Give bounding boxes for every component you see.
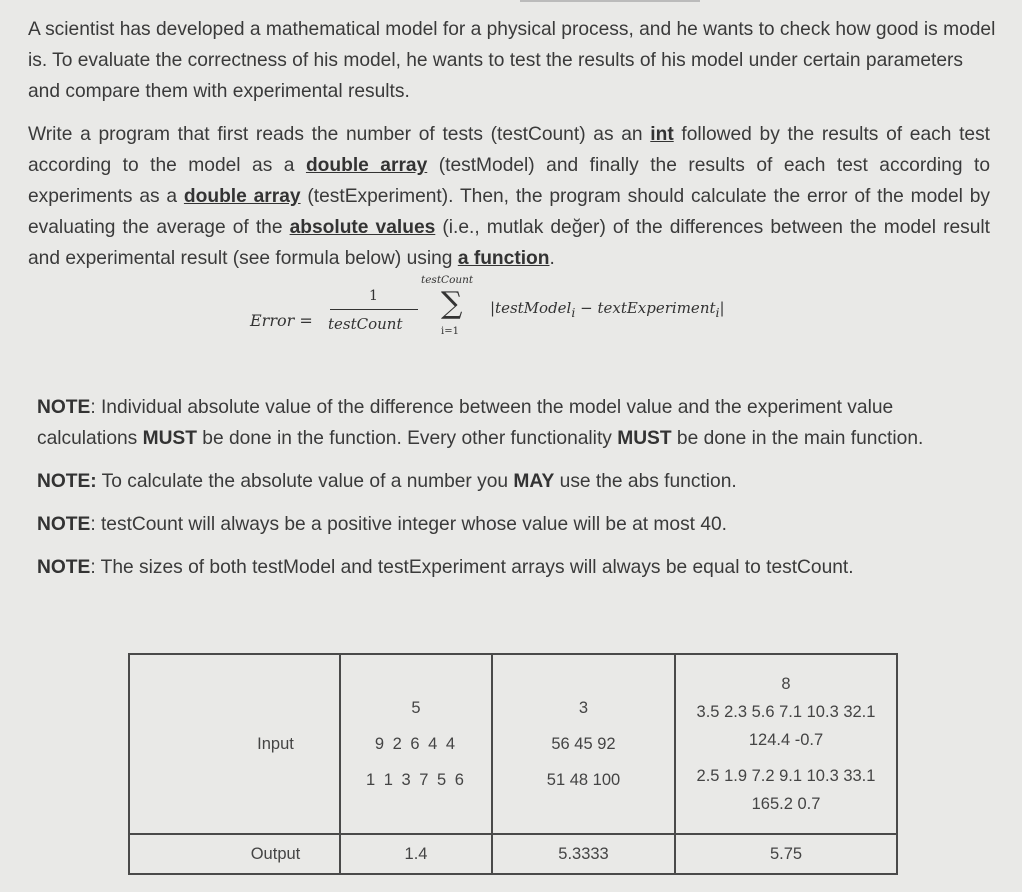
note-function-requirement	[37, 392, 997, 454]
task-paragraph	[28, 119, 990, 274]
case1-count: 5	[411, 699, 421, 717]
case1-experiment: 1 1 3 7 5 6	[366, 771, 466, 789]
case3-model-line1: 3.5 2.3 5.6 7.1 10.3 32.1	[696, 703, 876, 721]
spacer	[676, 754, 896, 762]
may-keyword: MAY	[513, 471, 555, 492]
task-text-5: (i.e., mutlak değer) of the differences between the model result and experimental result (see formula below) using	[28, 217, 990, 269]
term-model: |testModel	[490, 299, 572, 317]
notes-section	[28, 392, 998, 583]
input-label: Input	[257, 734, 294, 753]
keyword-a-function: a function	[457, 248, 550, 269]
case3-model-line2: 124.4 -0.7	[748, 731, 824, 749]
case2-experiment: 51 48 100	[546, 771, 621, 789]
case3-experiment-line1: 2.5 1.9 7.2 9.1 10.3 33.1	[696, 767, 876, 785]
case1-input-cell	[340, 654, 492, 834]
keyword-double-array-2: double array	[183, 186, 301, 207]
note-text: be done in the main function.	[671, 428, 924, 449]
task-text-2: followed by the results of each test according to the model as a	[28, 124, 991, 176]
note-label: NOTE	[37, 397, 91, 418]
term-sub-i-1: i	[571, 305, 576, 320]
sum-lower-limit: i=1	[441, 326, 459, 337]
note-label: NOTE	[37, 557, 91, 578]
case2-output: 5.3333	[492, 834, 675, 874]
note-label: NOTE:	[37, 471, 97, 492]
note-testcount-range	[37, 509, 997, 540]
term-experiment: − textExperiment	[575, 299, 716, 317]
formula-denominator: testCount	[328, 315, 403, 333]
input-label-cell	[129, 654, 340, 834]
table-row-input	[129, 654, 897, 834]
formula-term	[490, 299, 725, 320]
term-sub-i-2: i	[715, 305, 720, 320]
formula-numerator: 1	[369, 288, 378, 304]
keyword-double-array-1: double array	[305, 155, 428, 176]
table-row-output	[129, 834, 897, 874]
note-text: use the abs function.	[554, 471, 737, 492]
fraction-bar	[330, 309, 418, 310]
keyword-absolute-values: absolute values	[289, 217, 436, 238]
case2-input-cell	[492, 654, 675, 834]
keyword-int: int	[650, 124, 674, 145]
note-array-sizes	[37, 552, 997, 583]
sum-upper-limit: testCount	[421, 274, 474, 286]
note-abs-function	[37, 466, 997, 497]
intro-paragraph: A scientist has developed a mathematical model for a physical process, and he wants to check how good is model is. To evaluate the correctness of his model, he wants to test the results of his model under certain parameters and compare them with experimental results.	[28, 19, 996, 102]
task-text-4: (testExperiment). Then, the program should calculate the error of the model by evaluating the average of the	[28, 186, 990, 238]
must-keyword: MUST	[617, 428, 672, 449]
output-label-cell	[129, 834, 340, 874]
case1-model: 9 2 6 4 4	[374, 735, 458, 753]
note-text: be done in the function. Every other functionality	[196, 428, 618, 449]
case3-input-cell	[675, 654, 897, 834]
must-keyword: MUST	[142, 428, 197, 449]
example-table	[128, 653, 898, 875]
case2-count: 3	[578, 699, 589, 717]
sigma-symbol: ∑	[441, 286, 463, 321]
term-close-bar: |	[719, 299, 725, 317]
output-label: Output	[250, 844, 301, 863]
case1-output: 1.4	[340, 834, 492, 874]
note-label: NOTE	[37, 514, 91, 535]
top-divider	[520, 0, 700, 2]
case3-experiment-line2: 165.2 0.7	[751, 795, 821, 813]
note-text: To calculate the absolute value of a number you	[96, 471, 514, 492]
case3-count: 8	[781, 675, 791, 693]
case2-model: 56 45 92	[551, 735, 616, 753]
note-text: : testCount will always be a positive integer whose value will be at most 40.	[90, 514, 728, 535]
case3-output: 5.75	[675, 834, 897, 874]
error-formula	[28, 274, 998, 380]
task-text-1: Write a program that first reads the number of tests (testCount) as an	[28, 124, 651, 145]
formula-lhs: Error =	[250, 311, 313, 330]
note-text: : The sizes of both testModel and testExperiment arrays will always be equal to testCount.	[90, 557, 854, 578]
task-text-6: .	[549, 248, 555, 269]
task-text-3: (testModel) and finally the results of each test according to experiments as a	[28, 155, 990, 207]
note-text: : Individual absolute value of the difference between the model value and the experiment value calculations	[37, 397, 894, 449]
